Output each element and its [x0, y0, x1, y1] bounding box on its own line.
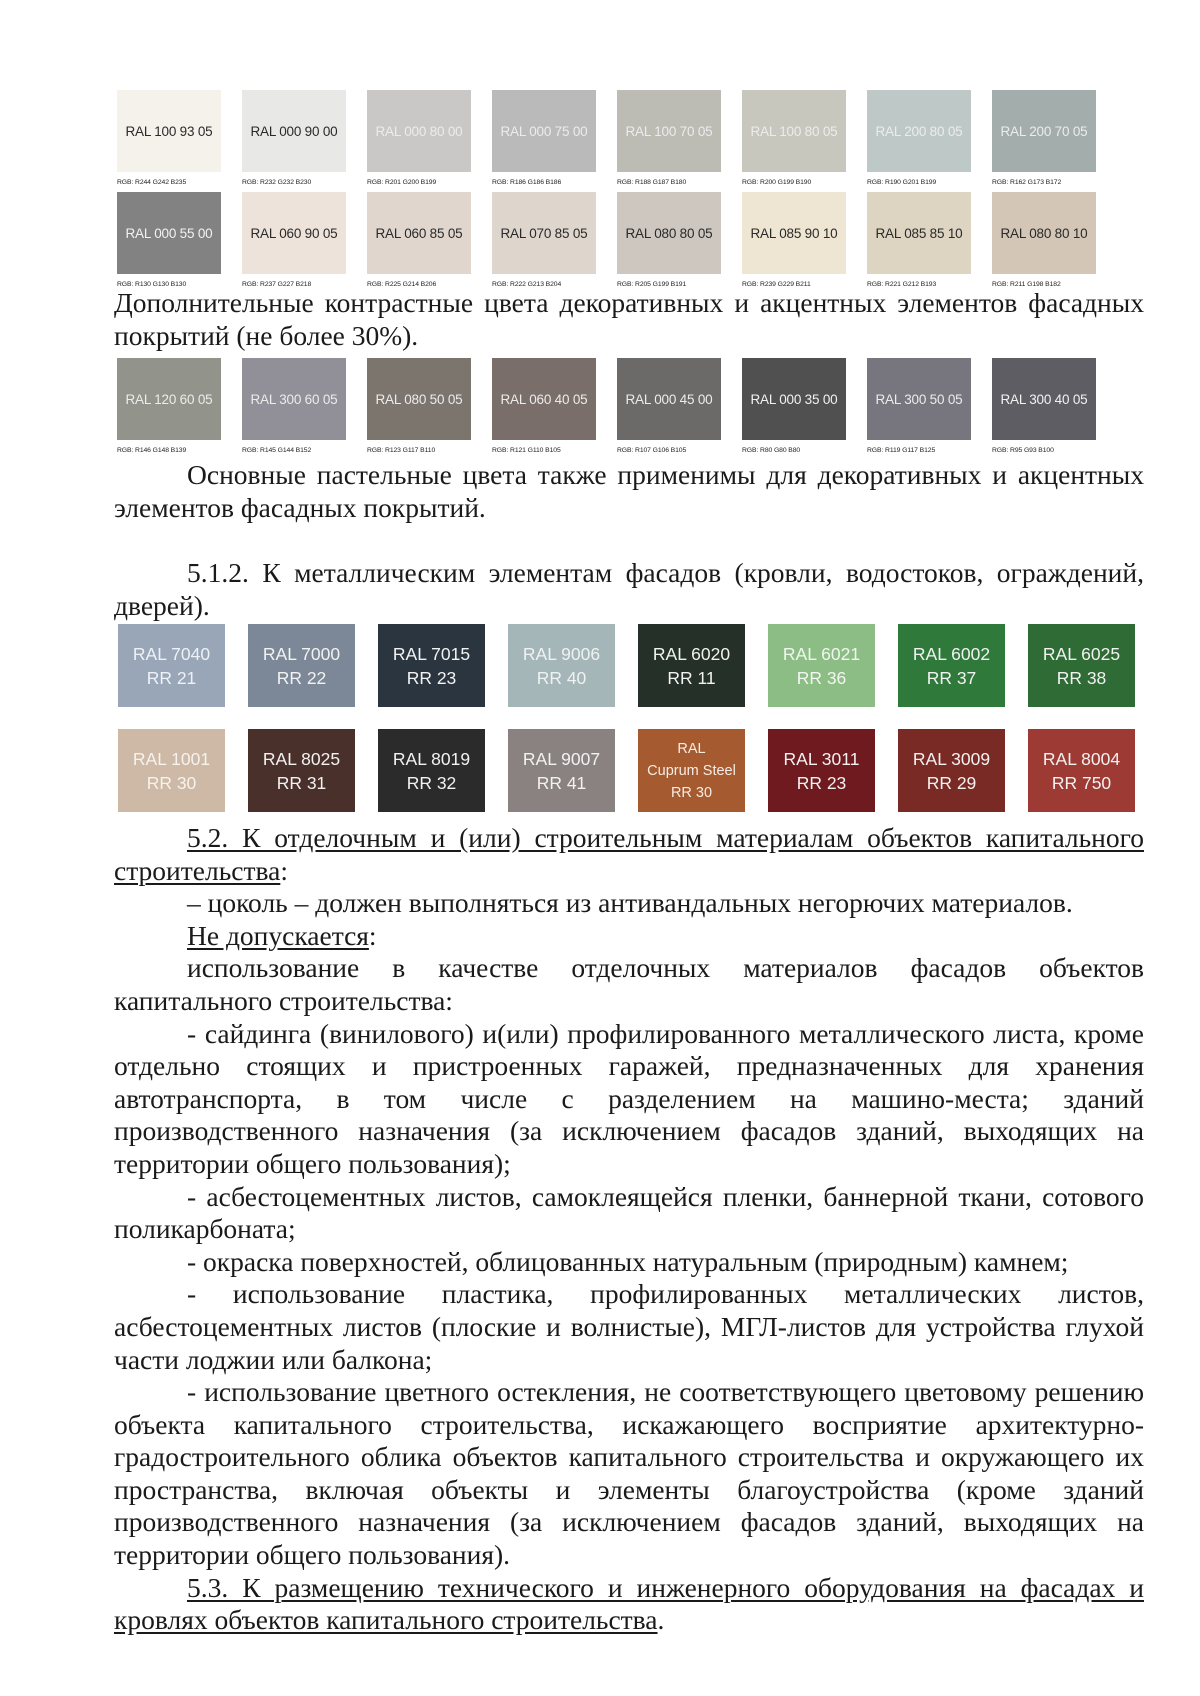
metal-color-swatch	[898, 624, 1005, 707]
metal-swatch-row-2	[118, 729, 1135, 812]
swatch-rgb: RGB: R80 G80 B80	[742, 447, 801, 454]
metal-color-swatch	[118, 729, 225, 812]
item-asbestos-text: - асбестоцементных листов, самоклеящейся пленки, баннерной ткани, сотового поликарбоната;	[114, 1180, 1144, 1245]
metal-swatch-label: RR 31	[276, 772, 327, 793]
swatch-rgb: RGB: R221 G212 B193	[867, 281, 937, 288]
additional-colors-paragraph	[114, 287, 1144, 352]
swatch-label: RAL 200 70 05	[1000, 123, 1088, 139]
swatch-rgb: RGB: R232 G232 B230	[242, 179, 312, 186]
swatch-color-chip	[492, 90, 596, 172]
swatch-color-chip	[367, 358, 471, 440]
metal-swatch-label: RAL 9007	[522, 748, 601, 769]
section-53-period: .	[657, 1604, 665, 1636]
swatch-rgb: RGB: R123 G117 B110	[367, 447, 436, 454]
swatch-label: RAL 000 75 00	[500, 123, 588, 139]
plinth-text: – цоколь – должен выполняться из антивандальных негорючих материалов.	[187, 887, 1073, 919]
swatch-label: RAL 300 40 05	[1000, 391, 1088, 407]
swatch-rgb: RGB: R244 G242 B235	[117, 179, 187, 186]
additional-colors-text: Дополнительные контрастные цвета декоративных и акцентных элементов фасадных покрытий (не более 30%).	[114, 287, 1144, 351]
swatch-label: RAL 100 70 05	[625, 123, 713, 139]
swatch-color-chip	[242, 358, 346, 440]
ral-swatch-grid-row-2	[117, 192, 1096, 288]
color-swatch	[742, 90, 846, 186]
color-swatch	[367, 90, 471, 186]
swatch-label: RAL 080 50 05	[375, 391, 463, 407]
metal-swatch-label: RR 750	[1051, 772, 1112, 793]
swatch-color-chip	[367, 192, 471, 274]
metal-swatch-label: RAL 6021	[782, 643, 861, 664]
metal-swatch-row-1	[118, 624, 1135, 707]
swatch-label: RAL 070 85 05	[500, 225, 588, 241]
swatch-rgb: RGB: R121 G110 B105	[492, 447, 561, 454]
metal-swatch-label: RR 40	[536, 667, 587, 688]
metal-swatch-label: RR 21	[146, 667, 197, 688]
swatch-rgb: RGB: R162 G173 B172	[992, 179, 1062, 186]
swatch-color-chip	[117, 358, 221, 440]
swatch-rgb: RGB: R200 G199 B190	[742, 179, 812, 186]
color-swatch	[492, 358, 596, 454]
metal-swatch-label: RAL 7000	[262, 643, 341, 664]
swatch-label: RAL 200 80 05	[875, 123, 963, 139]
swatch-color-chip	[617, 358, 721, 440]
swatch-color-chip	[742, 192, 846, 274]
metal-swatch-label: RAL 6002	[912, 643, 991, 664]
metal-swatch-label: RAL 7015	[392, 643, 471, 664]
swatch-label: RAL 000 90 00	[250, 123, 338, 139]
swatch-rgb: RGB: R237 G227 B218	[242, 281, 312, 288]
metal-color-swatch	[118, 624, 225, 707]
color-swatch	[617, 358, 721, 454]
swatch-color-chip	[242, 90, 346, 172]
not-allowed-colon: :	[368, 919, 377, 951]
metal-color-swatch	[638, 729, 745, 812]
color-swatch	[117, 90, 221, 186]
swatch-color-chip	[367, 90, 471, 172]
swatch-color-chip	[742, 358, 846, 440]
metal-swatch-label: RAL 8025	[262, 748, 341, 769]
color-swatch	[742, 358, 846, 454]
color-swatch	[742, 192, 846, 288]
swatch-color-chip	[617, 90, 721, 172]
swatch-rgb: RGB: R239 G229 B211	[742, 281, 811, 288]
swatch-color-chip	[992, 358, 1096, 440]
swatch-rgb: RGB: R188 G187 B180	[617, 179, 687, 186]
swatch-rgb: RGB: R119 G117 B125	[867, 447, 936, 454]
metal-swatch-label: RAL 9006	[522, 643, 601, 664]
swatch-color-chip	[992, 192, 1096, 274]
color-swatch	[867, 358, 971, 454]
metal-swatch-label: RAL 1001	[132, 748, 211, 769]
section-53-heading-line	[114, 1572, 1144, 1637]
not-allowed-line	[114, 920, 1144, 953]
metal-color-swatch	[1028, 729, 1135, 812]
metal-swatch-label: RR 32	[406, 772, 457, 793]
metal-color-swatch	[768, 624, 875, 707]
swatch-label: RAL 060 90 05	[250, 225, 338, 241]
color-swatch	[492, 90, 596, 186]
swatch-rgb: RGB: R205 G199 B191	[617, 281, 687, 288]
swatch-label: RAL 085 90 10	[750, 225, 838, 241]
metal-swatch-label: RAL 3011	[783, 748, 860, 769]
swatch-color-chip	[867, 192, 971, 274]
swatch-label: RAL 300 60 05	[250, 391, 338, 407]
item-siding-text: - сайдинга (винилового) и(или) профилированного металлического листа, кроме отдельно стоящих и пристроенных гаражей, предназначенных для хранения автотранспорта, в том числе с разделением на машино-места; зданий производственного назначения (за исключением фасадов зданий, выходящих на территории общего пользования);	[114, 1017, 1144, 1179]
color-swatch	[242, 358, 346, 454]
metal-swatch-label: RR 11	[667, 667, 716, 688]
metal-swatch-label: RAL 8019	[392, 748, 471, 769]
swatch-rgb: RGB: R190 G201 B199	[867, 179, 937, 186]
metal-swatch-label: RR 30	[146, 772, 197, 793]
swatch-color-chip	[867, 358, 971, 440]
color-swatch	[117, 358, 221, 454]
swatch-label: RAL 080 80 05	[625, 225, 713, 241]
swatch-label: RAL 060 85 05	[375, 225, 463, 241]
metal-swatch-label: RR 30	[670, 784, 713, 801]
metal-swatch-label: RR 41	[536, 772, 587, 793]
metal-color-swatch	[378, 624, 485, 707]
metal-color-swatch	[638, 624, 745, 707]
color-swatch	[242, 90, 346, 186]
item-glazing-text: - использование цветного остекления, не соответствующего цветовому решению объекта капитального строительства, искажающего восприятие архитектурно-градостроительного облика объектов капитального строительства и окружающего их пространства, включая объекты и элементы благоустройства (кроме зданий производственного назначения (за исключением фасадов зданий, выходящих на территории общего пользования).	[114, 1376, 1144, 1571]
swatch-color-chip	[867, 90, 971, 172]
swatch-label: RAL 060 40 05	[500, 391, 588, 407]
swatch-rgb: RGB: R186 G186 B186	[492, 179, 562, 186]
swatch-label: RAL 085 85 10	[875, 225, 963, 241]
color-swatch	[617, 192, 721, 288]
metal-color-swatch	[508, 729, 615, 812]
swatch-rgb: RGB: R222 G213 B204	[492, 281, 562, 288]
metal-swatch-label: RAL 3009	[912, 748, 991, 769]
section-53-heading: 5.3. К размещению технического и инженерного оборудования на фасадах и кровлях объектов капитального строительства	[114, 1571, 1144, 1636]
metal-swatch-label: RR 37	[926, 667, 977, 688]
ral-swatch-grid-row-3	[117, 358, 1096, 454]
color-swatch	[492, 192, 596, 288]
swatch-rgb: RGB: R211 G198 B182	[992, 281, 1061, 288]
swatch-color-chip	[117, 192, 221, 274]
metal-swatch-label: RAL 6025	[1042, 643, 1121, 664]
item-plastic-text: - использование пластика, профилированных металлических листов, асбестоцементных листов (плоские и волнистые), МГЛ-листов для устройства глухой части лоджии или балкона;	[114, 1278, 1144, 1375]
color-swatch	[617, 90, 721, 186]
swatch-label: RAL 000 45 00	[625, 391, 713, 407]
metal-swatch-label: RR 29	[926, 772, 977, 793]
swatch-color-chip	[117, 90, 221, 172]
metal-swatch-label: RAL 6020	[652, 643, 731, 664]
swatch-rgb: RGB: R145 G144 B152	[242, 447, 312, 454]
metal-color-swatch	[768, 729, 875, 812]
color-swatch	[992, 358, 1096, 454]
swatch-color-chip	[617, 192, 721, 274]
color-swatch	[867, 192, 971, 288]
metal-swatch-label: RR 38	[1056, 667, 1107, 688]
swatch-label: RAL 000 35 00	[750, 391, 838, 407]
color-swatch	[992, 90, 1096, 186]
section-52-heading: 5.2. К отделочным и (или) строительным материалам объектов капитального строительства	[114, 822, 1144, 886]
swatch-label: RAL 000 80 00	[375, 123, 463, 139]
swatch-color-chip	[242, 192, 346, 274]
swatch-rgb: RGB: R95 G93 B100	[992, 447, 1054, 454]
metal-swatch-label: Cuprum Steel	[647, 762, 736, 779]
color-swatch	[367, 192, 471, 288]
swatch-label: RAL 100 93 05	[125, 123, 213, 139]
swatch-color-chip	[992, 90, 1096, 172]
color-swatch	[117, 192, 221, 288]
swatch-rgb: RGB: R146 G148 B139	[117, 447, 187, 454]
ral-swatch-grid-row-1	[117, 90, 1096, 186]
color-swatch	[242, 192, 346, 288]
metal-swatch-label: RAL	[677, 740, 706, 757]
pastel-note-paragraph	[114, 459, 1144, 524]
section-52-block	[114, 822, 1144, 1637]
swatch-rgb: RGB: R107 G106 B105	[617, 447, 687, 454]
usage-intro-text: использование в качестве отделочных материалов фасадов объектов капитального строительства:	[114, 952, 1144, 1016]
not-allowed-label: Не допускается	[187, 919, 369, 951]
swatch-label: RAL 100 80 05	[750, 123, 838, 139]
swatch-color-chip	[492, 192, 596, 274]
metal-color-swatch	[378, 729, 485, 812]
item-painting-text: - окраска поверхностей, облицованных натуральным (природным) камнем;	[187, 1245, 1069, 1277]
metal-swatch-label: RR 22	[276, 667, 327, 688]
swatch-label: RAL 300 50 05	[875, 391, 963, 407]
metal-swatch-label: RR 23	[796, 772, 847, 793]
swatch-label: RAL 000 55 00	[125, 225, 213, 241]
color-swatch	[992, 192, 1096, 288]
metal-swatch-label: RAL 8004	[1042, 748, 1121, 769]
swatch-label: RAL 120 60 05	[125, 391, 213, 407]
section-512-paragraph	[114, 557, 1144, 622]
metal-color-swatch	[898, 729, 1005, 812]
color-swatch	[867, 90, 971, 186]
metal-color-swatch	[1028, 624, 1135, 707]
metal-swatch-label: RR 36	[796, 667, 847, 688]
section-52-colon: :	[280, 854, 288, 886]
swatch-color-chip	[492, 358, 596, 440]
swatch-rgb: RGB: R225 G214 B206	[367, 281, 437, 288]
swatch-color-chip	[742, 90, 846, 172]
section-512-text: 5.1.2. К металлическим элементам фасадов (кровли, водостоков, ограждений, дверей).	[114, 557, 1144, 621]
swatch-rgb: RGB: R130 G130 B130	[117, 281, 187, 288]
metal-color-swatch	[248, 624, 355, 707]
swatch-rgb: RGB: R201 G200 B199	[367, 179, 437, 186]
color-swatch	[367, 358, 471, 454]
metal-color-swatch	[508, 624, 615, 707]
metal-color-swatch	[248, 729, 355, 812]
metal-swatch-label: RR 23	[406, 667, 457, 688]
section-52-heading-line	[114, 822, 1144, 887]
swatch-label: RAL 080 80 10	[1000, 225, 1088, 241]
metal-swatch-label: RAL 7040	[132, 643, 211, 664]
pastel-note-text: Основные пастельные цвета также применимы для декоративных и акцентных элементов фасадных покрытий.	[114, 459, 1144, 523]
